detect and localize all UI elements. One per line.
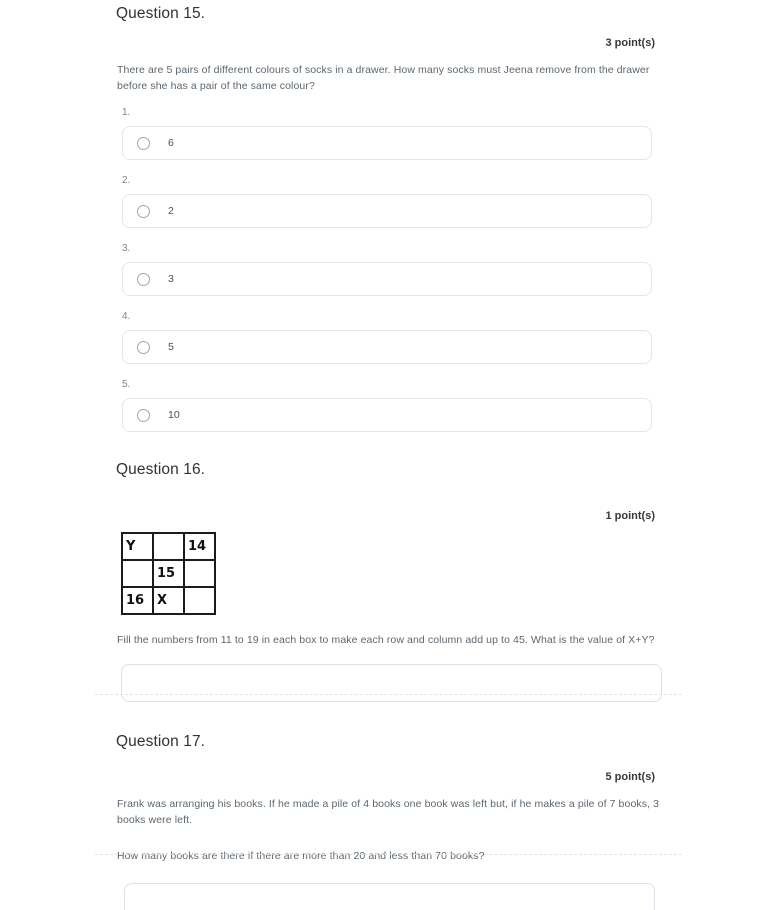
question-15-options	[116, 107, 662, 432]
grid-cell: Y	[122, 533, 153, 560]
option-label: 3	[168, 273, 174, 285]
grid-cell	[184, 560, 215, 587]
answer-input[interactable]	[124, 883, 655, 910]
grid-cell: X	[153, 587, 184, 614]
option-choice-2[interactable]	[122, 194, 652, 228]
grid-cell	[184, 587, 215, 614]
section-separator	[95, 694, 682, 695]
option-index-label: 5.	[122, 379, 131, 390]
radio-button-icon[interactable]	[137, 341, 150, 354]
option-index-label: 4.	[122, 311, 131, 322]
grid-row	[122, 587, 215, 614]
question-15-points-row	[116, 33, 662, 51]
option-index-label: 3.	[122, 243, 131, 254]
question-16-prompt: Fill the numbers from 11 to 19 in each box to make each row and column add up to 45. What is the value of X+Y?	[117, 634, 655, 646]
question-15-title: Question 15.	[116, 5, 206, 22]
question-17-text: Frank was arranging his books. If he made a pile of 4 books one book was left but, if he makes a pile of 7 books, 3 books were left.	[117, 798, 660, 826]
question-16-title: Question 16.	[116, 461, 206, 478]
radio-button-icon[interactable]	[137, 273, 150, 286]
question-15-block	[116, 4, 662, 441]
grid-cell: 15	[153, 560, 184, 587]
question-17-points-row	[116, 767, 662, 785]
radio-button-icon[interactable]	[137, 137, 150, 150]
radio-button-icon[interactable]	[137, 205, 150, 218]
option-choice-5[interactable]	[122, 398, 652, 432]
answer-input[interactable]	[121, 664, 662, 702]
option-choice-4[interactable]	[122, 330, 652, 364]
grid-cell	[122, 560, 153, 587]
question-15-points: 3 point(s)	[605, 37, 655, 49]
option-item	[116, 379, 662, 432]
option-index-label: 1.	[122, 107, 131, 118]
option-item	[116, 311, 662, 364]
option-item	[116, 175, 662, 228]
radio-button-icon[interactable]	[137, 409, 150, 422]
grid-cell: 14	[184, 533, 215, 560]
question-17-title: Question 17.	[116, 733, 206, 750]
question-15-text: There are 5 pairs of different colours of socks in a drawer. How many socks must Jeena remove from the drawer before she has a pair of the same colour?	[117, 64, 650, 92]
section-separator	[95, 854, 682, 855]
option-label: 10	[168, 409, 180, 421]
option-index-label: 2.	[122, 175, 131, 186]
question-16-points-row	[116, 506, 662, 524]
grid-row	[122, 533, 215, 560]
grid-cell	[153, 533, 184, 560]
question-17-points: 5 point(s)	[605, 771, 655, 783]
option-label: 5	[168, 341, 174, 353]
option-label: 2	[168, 205, 174, 217]
option-choice-3[interactable]	[122, 262, 652, 296]
question-17-prompt: How many books are there if there are more than 20 and less than 70 books?	[117, 850, 485, 862]
question-16-block	[116, 460, 662, 702]
question-16-points: 1 point(s)	[605, 510, 655, 522]
option-label: 6	[168, 137, 174, 149]
question-17-block	[116, 732, 662, 910]
number-grid-image	[121, 532, 216, 615]
option-item	[116, 243, 662, 296]
option-item	[116, 107, 662, 160]
grid-cell: 16	[122, 587, 153, 614]
option-choice-1[interactable]	[122, 126, 652, 160]
grid-row	[122, 560, 215, 587]
